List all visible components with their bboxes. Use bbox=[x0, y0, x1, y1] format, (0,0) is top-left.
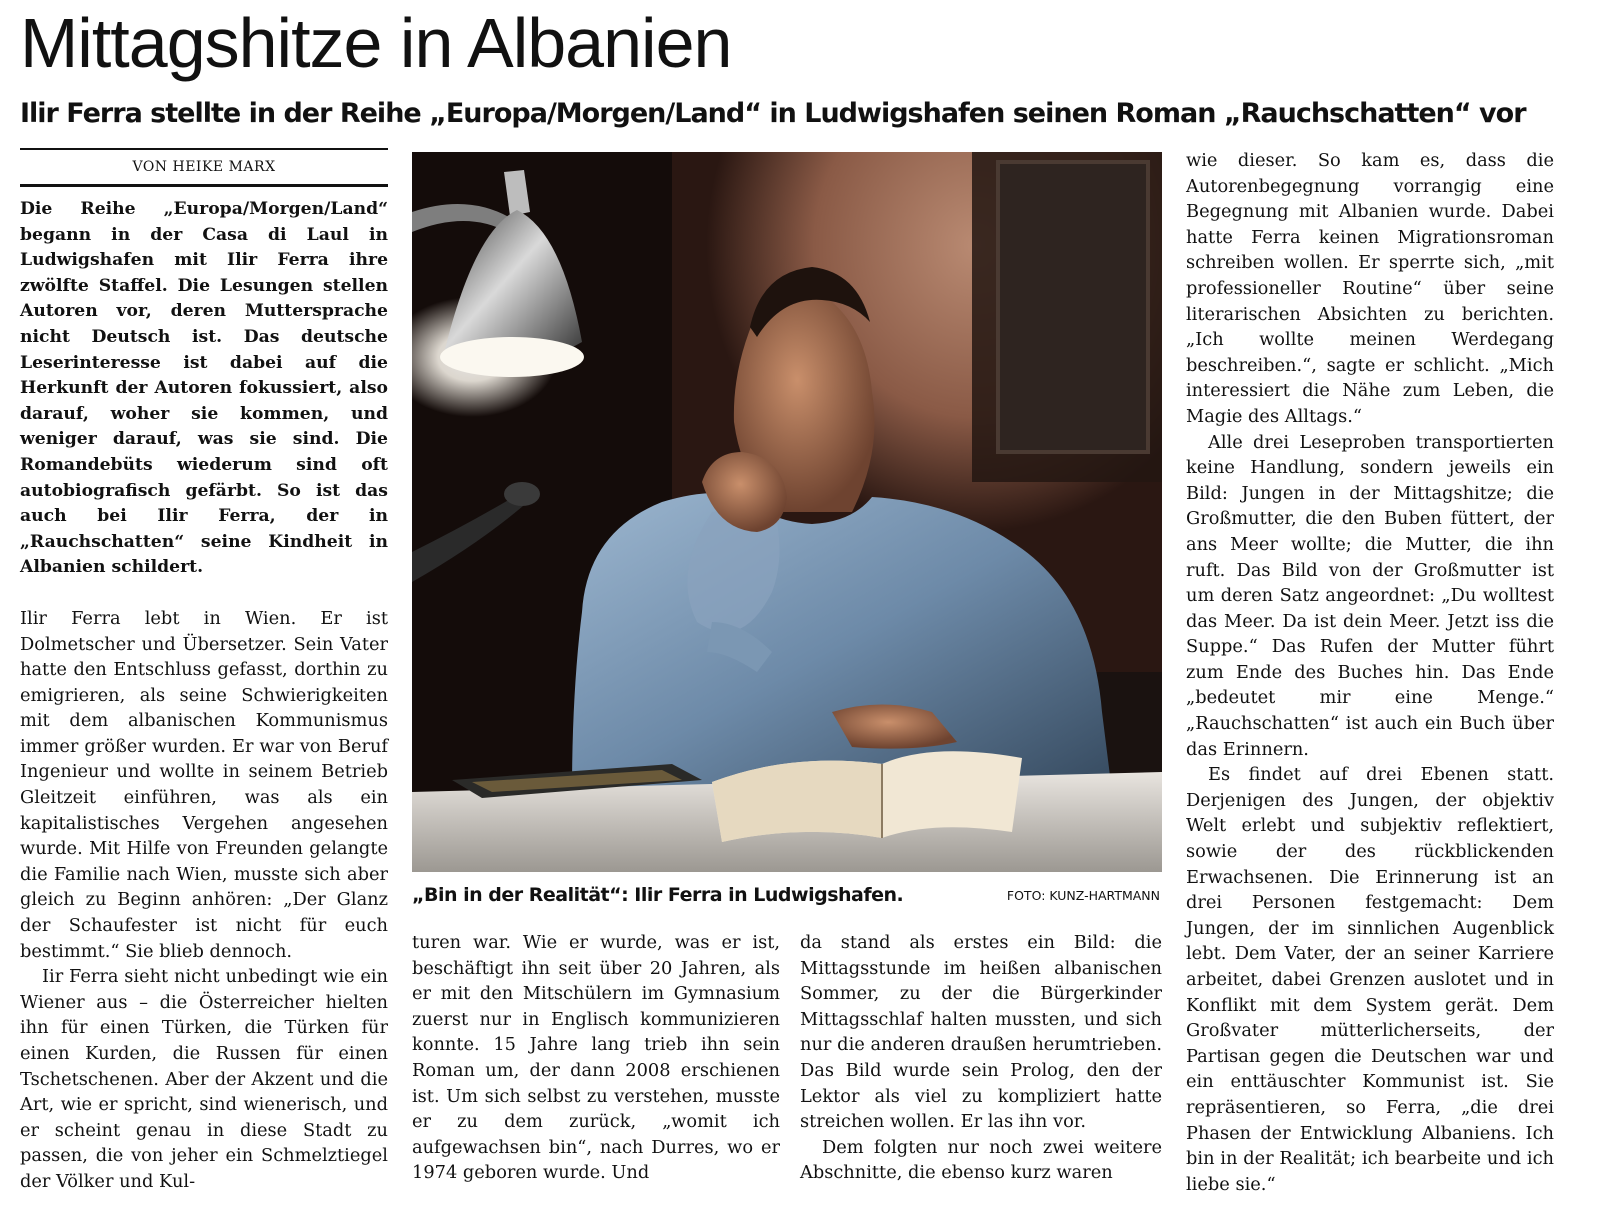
byline-rule-bottom bbox=[20, 184, 388, 187]
photo-caption bbox=[412, 878, 1162, 912]
photo-illustration bbox=[412, 152, 1162, 872]
byline: VON HEIKE MARX bbox=[132, 159, 276, 175]
photo-credit: FOTO: KUNZ-HARTMANN bbox=[1006, 888, 1160, 903]
caption-text: „Bin in der Realität“: Ilir Ferra in Ludwigshafen. bbox=[412, 884, 904, 906]
lead-paragraph: Die Reihe „Europa/Morgen/Land“ begann in der Casa di Laul in Ludwigshafen mit Ilir Ferra ihre zwölfte Staffel. Die Lesungen stellen Autoren vor, deren Muttersprache nicht Deutsch ist. Das deutsche Leserinteresse ist dabei auf die Herkunft der Autoren fokussiert, also darauf, woher sie kommen, und weniger darauf, was sie sind. Die Romandebüts wiederum sind oft autobiografisch gefärbt. So ist das auch bei Ilir Ferra, der in „Rauchschatten“ seine Kindheit in Albanien schildert. bbox=[20, 199, 388, 578]
body-paragraph: Alle drei Leseproben transportierten keine Handlung, sondern jeweils ein Bild: Jungen in der Mittagshitze; die Großmutter, die den Buben füttert, der ans Meer wollte; die Mutter, die ihn ruft. Das Bild von der Großmutter ist um deren Satz angeordnet: „Du wolltest das Meer. Da ist dein Meer. Jetzt iss die Suppe.“ Das Rufen der Mutter führt zum Ende des Buches hin. Das Ende „bedeutet mir eine Menge.“ „Rauchschatten“ ist auch ein Buch über das Erinnern. bbox=[1186, 431, 1554, 760]
body-paragraph: turen war. Wie er wurde, was er ist, beschäftigt ihn seit über 20 Jahren, als er mit den Mitschülern im Gymnasium zuerst nur in Englisch kommunizieren konnte. 15 Jahre lang trieb ihn sein Roman um, der dann 2008 erschienen ist. Um sich selbst zu verstehen, musste er zu dem zurück, „womit ich aufgewachsen bin“, nach Durres, wo er 1974 geboren wurde. Und bbox=[412, 932, 780, 1184]
column-3 bbox=[800, 930, 1162, 1186]
article-photo bbox=[412, 152, 1162, 872]
column-2 bbox=[412, 930, 780, 1186]
subheadline: Ilir Ferra stellte in der Reihe „Europa/Morgen/Land“ in Ludwigshafen seinen Roman „Rauchschatten“ vor bbox=[20, 98, 1526, 129]
body-paragraph: Iir Ferra sieht nicht unbedingt wie ein Wiener aus – die Österreicher hielten ihn für einen Türken, die Türken für einen Kurden, die Russen für einen Tschetschenen. Aber der Akzent und die Art, wie er spricht, sind wienerisch, und er scheint genau in diese Stadt zu passen, die von jeher ein Schmelztiegel der Völker und Kul- bbox=[20, 966, 388, 1192]
body-paragraph: Dem folgten nur noch zwei weitere Abschnitte, die ebenso kurz waren bbox=[800, 1136, 1162, 1184]
body-paragraph: wie dieser. So kam es, dass die Autorenbegegnung vorrangig eine Begegnung mit Albanien wurde. Dabei hatte Ferra keinen Migrationsroman schreiben wollen. Er sperrte sich, „mit professioneller Routine“ über seine literarischen Absichten zu berichten. „Ich wollte meinen Werdegang beschreiben.“, sagte er schlicht. „Mich interessiert die Nähe zum Leben, die Magie des Alltags.“ bbox=[1186, 150, 1554, 427]
headline: Mittagshitze in Albanien bbox=[20, 4, 732, 82]
column-4 bbox=[1186, 148, 1554, 1197]
body-paragraph: Ilir Ferra lebt in Wien. Er ist Dolmetscher und Übersetzer. Sein Vater hatte den Entschluss gefasst, dorthin zu emigrieren, als seine Schwierigkeiten mit dem albanischen Kommunismus immer größer wurden. Er war von Beruf Ingenieur und wollte in seinem Betrieb Gleitzeit einführen, was als ein kapitalistisches Vergehen angesehen wurde. Mit Hilfe von Freunden gelangte die Familie nach Wien, musste sich aber gleich zu Beginn anhören: „Der Glanz der Schaufester ist nicht für euch bestimmt.“ Sie blieb dennoch. bbox=[20, 607, 388, 962]
column-1 bbox=[20, 148, 388, 1195]
body-paragraph: da stand als erstes ein Bild: die Mittagsstunde im heißen albanischen Sommer, zu der die Bürgerkinder Mittagsschlaf halten mussten, und sich nur die anderen draußen herumtrieben. Das Bild wurde sein Prolog, den der Lektor als viel zu kompliziert hatte streichen wollen. Er las ihn vor. bbox=[800, 932, 1162, 1133]
body-paragraph: Es findet auf drei Ebenen statt. Derjenigen des Jungen, der objektiv Welt erlebt und subjektiv reflektiert, sowie der des rückblickenden Erwachsenen. Die Erinnerung ist an drei Personen festgemacht: Dem Jungen, der im sinnlichen Augenblick lebt. Dem Vater, der an seiner Karriere arbeitet, dabei Grenzen auslotet und in Konflikt mit dem System gerät. Dem Großvater mütterlicherseits, der Partisan gegen die Deutschen war und ein enttäuschter Kommunist ist. Sie repräsentieren, so Ferra, „die drei Phasen der Entwicklung Albaniens. Ich bin in der Realität; ich bearbeite und ich liebe sie.“ bbox=[1186, 764, 1554, 1195]
